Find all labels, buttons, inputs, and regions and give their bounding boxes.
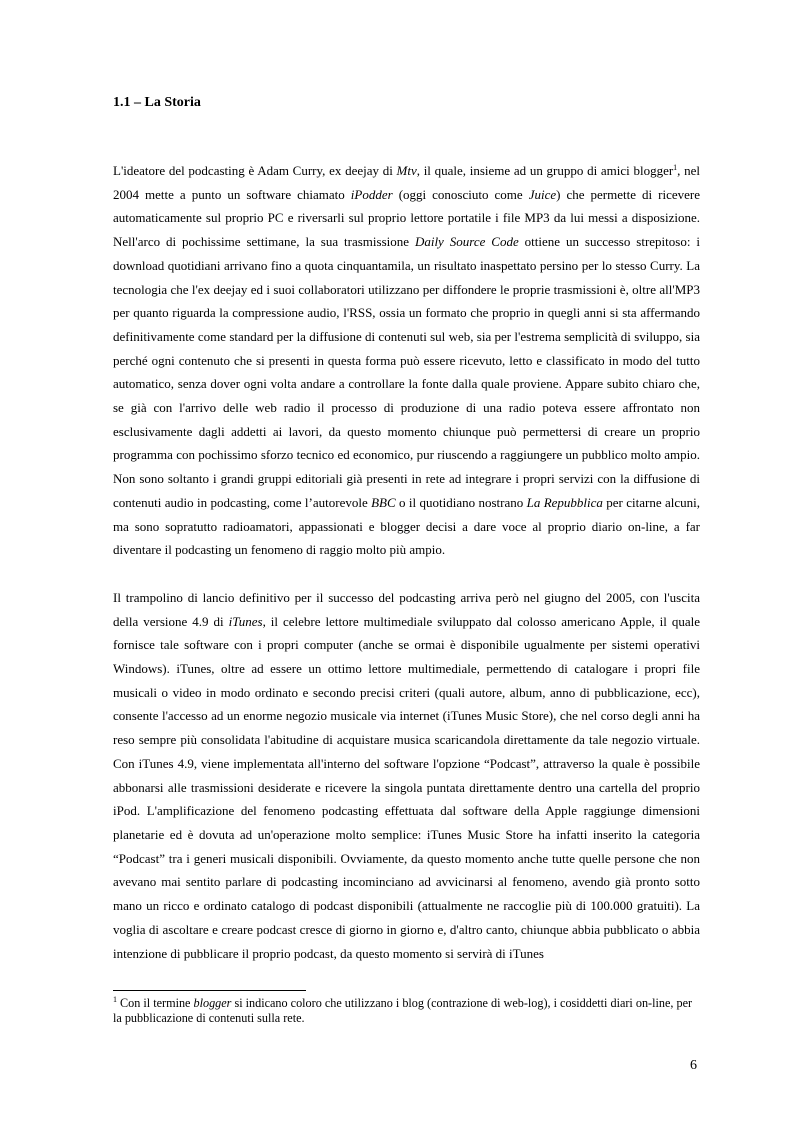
p1-text-1: L'ideatore del podcasting è Adam Curry, ex deejay di <box>113 163 397 178</box>
page-number: 6 <box>690 1058 697 1073</box>
p1-text-7: o il quotidiano nostrano <box>395 494 527 510</box>
p1-italic-juice: Juice <box>528 186 557 202</box>
p1-italic-daily-source-code: Daily Source Code <box>414 234 519 250</box>
footnote-text <box>113 996 700 1026</box>
footnote-text-2: si indicano coloro che utilizzano i blog (contrazione di web-log), i cosiddetti diari on-line, per la pubblicazione di contenuti sulla rete. <box>113 996 693 1025</box>
p1-text-2: , il quale, insieme ad un gruppo di amici blogger <box>416 163 674 178</box>
p1-italic-bbc: BBC <box>371 494 396 510</box>
section-heading: 1.1 – La Storia <box>113 95 201 110</box>
paragraph-2 <box>113 586 700 965</box>
footnote-divider <box>113 990 306 991</box>
p1-italic-la-repubblica: La Repubblica <box>526 494 603 510</box>
p1-italic-ipodder: iPodder <box>350 186 393 202</box>
p2-text-2: , il celebre lettore multimediale sviluppato dal colosso americano Apple, il quale fornisce tale software con i propri computer (anche se ormai è disponibile ugualmente per sistemi operativi Windows). iTunes, oltre ad essere un ottimo lettore multimediale, permettendo di catalogare i propri file musicali o video in modo ordinato e secondo precisi criteri (quali autore, album, anno di pubblicazione, ecc), consente l'accesso ad un enorme negozio musicale via internet (iTunes Music Store), che nel corso degli anni ha reso sempre più consolidata l'abitudine di acquistare musica scaricandola direttamente da tale negozio virtuale. Con iTunes 4.9, viene implementata all'interno del software l'opzione “Podcast”, attraverso la quale è possibile abbonarsi alle trasmissioni desiderate e ricevere la singola puntata direttamente dentro una cartella del proprio iPod. L'amplificazione del fenomeno podcasting effettuata dal software della Apple raggiunge dimensioni planetarie ed è dovuta ad un'operazione molto semplice: iTunes Music Store ha infatti inserito la categoria “Podcast” tra i generi musicali disponibili. Ovviamente, da questo momento anche tutte quelle persone che non avevano mai sentito parlare di podcasting incominciano ad avvicinarsi al fenomeno, avendo già pronto sotto mano un ricco e ordinato catalogo di podcast disponibili (attualmente ne raccoglie più di 100.000 gratuiti). La voglia di ascoltare e creare podcast cresce di giorno in giorno e, d'altro canto, chiunque abbia pubblicato o abbia intenzione di pubblicare il proprio podcast, da questo momento si servirà di iTunes <box>113 613 700 961</box>
p1-italic-mtv: Mtv <box>396 163 417 178</box>
p1-text-3: , nel 2004 mette a punto un software chiamato <box>113 163 701 202</box>
p1-text-5: ) che permette di ricevere automaticamente sul proprio PC e riversarli sul proprio lettore portatile i file MP3 da lui messi a disposizione. Nell'arco di pochissime settimane, la sua trasmissione <box>113 186 700 250</box>
footnote-text-1: Con il termine <box>117 996 194 1010</box>
footnote-number: 1 <box>113 995 117 1004</box>
body-text <box>113 159 700 965</box>
p1-text-6: ottiene un successo strepitoso: i download quotidiani arrivano fino a quota cinquantamila, un risultato inaspettato persino per lo stesso Curry. La tecnologia che l'ex deejay ed i suoi collaboratori utilizzano per diffondere le proprie trasmissioni è, oltre all'MP3 per quanto riguarda la compressione audio, l'RSS, ossia un formato che proprio in quegli anni si sta affermando definitivamente come standard per la diffusione di contenuti sul web, sia per l'estrema semplicità di sviluppo, sia perché ogni contenuto che si presenti in questa forma può essere ricevuto, letto e classificato in modo del tutto automatico, senza dover ogni volta andare a controllare la fonte dalla quale proviene. Appare subito chiaro che, se già con l'arrivo delle web radio il processo di produzione di una radio poteva essere affrontato non esclusivamente dagli addetti ai lavori, da questo momento chiunque può permettersi di creare un proprio programma con pochissimo sforzo tecnico ed economico, pur riuscendo a raggiungere un pubblico molto ampio. Non sono soltanto i grandi gruppi editoriali già presenti in rete ad integrare i propri servizi con la diffusione di contenuti audio in podcasting, come l’autorevole <box>113 234 700 510</box>
footnote-reference[interactable]: 1 <box>673 163 678 172</box>
p1-text-8: per citarne alcuni, ma sono sopratutto radioamatori, appassionati e blogger decisi a dare voce al proprio diario on-line, a far diventare il podcasting un fenomeno di raggio molto più ampio. <box>113 494 700 558</box>
p2-italic-itunes: iTunes <box>228 613 263 629</box>
footnote <box>113 996 700 1026</box>
paragraph-1 <box>113 159 700 562</box>
footnote-italic-blogger: blogger <box>193 996 232 1010</box>
p2-text-1: Il trampolino di lancio definitivo per il successo del podcasting arriva però nel giugno del 2005, con l'uscita della versione 4.9 di <box>113 589 700 629</box>
p1-text-4: (oggi conosciuto come <box>392 186 529 202</box>
